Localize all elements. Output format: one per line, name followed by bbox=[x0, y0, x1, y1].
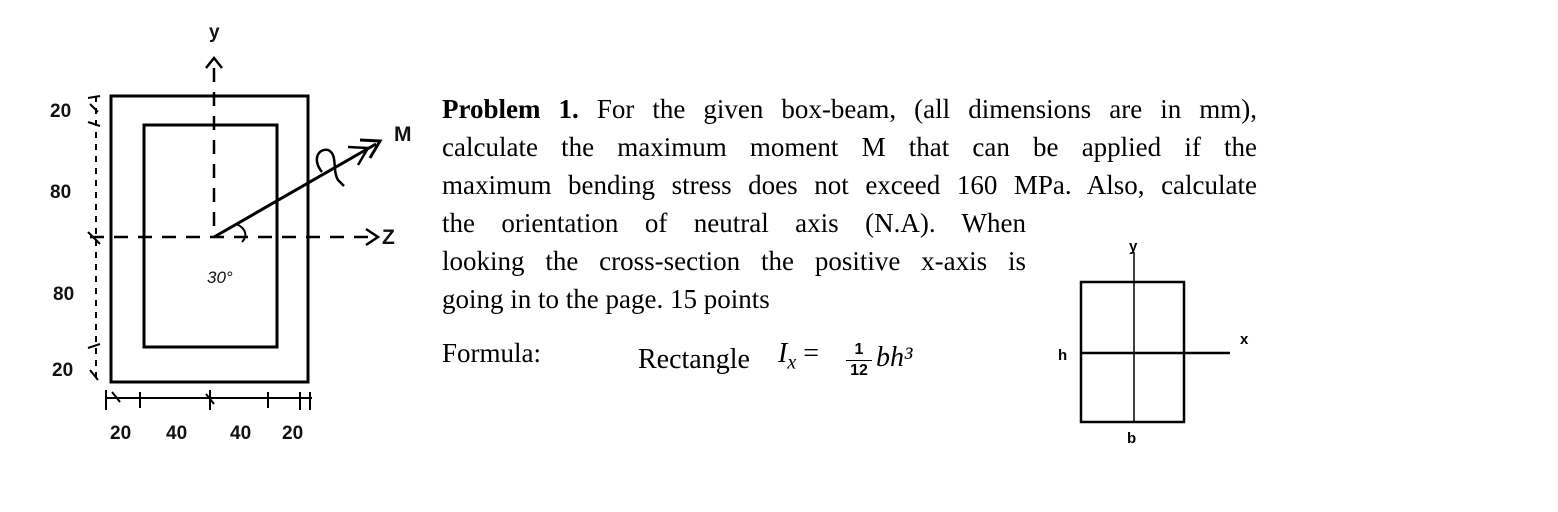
bottom-dim-ticks bbox=[106, 390, 310, 410]
bottom-dim-4: 20 bbox=[282, 423, 304, 444]
formula-denominator: 12 bbox=[850, 362, 868, 379]
left-dim-3: 80 bbox=[53, 284, 75, 305]
moment-label: M bbox=[394, 123, 412, 146]
formula-name: Rectangle bbox=[638, 344, 750, 375]
rect-axis-y-label: y bbox=[1129, 238, 1138, 255]
moment-vector bbox=[214, 144, 376, 237]
rect-width-label: b bbox=[1127, 430, 1137, 447]
bottom-dim-3: 40 bbox=[230, 423, 252, 444]
problem-line-2: calculate the maximum moment M that can be applied if the bbox=[442, 132, 1257, 162]
formula-rhs: bh³ bbox=[876, 342, 913, 373]
left-dim-tick-low bbox=[88, 344, 100, 380]
angle-arc bbox=[236, 224, 245, 242]
rect-axis-x-label: x bbox=[1240, 331, 1249, 348]
problem-statement bbox=[442, 90, 1257, 318]
formula-fraction bbox=[846, 340, 872, 381]
moment-rotation-symbol bbox=[317, 150, 344, 186]
formula-lhs-subscript: x bbox=[787, 351, 797, 374]
axis-y-label: y bbox=[209, 22, 220, 43]
bottom-dim-2: 40 bbox=[166, 423, 188, 444]
formula-equals: = bbox=[803, 338, 820, 369]
left-dim-4: 20 bbox=[52, 360, 74, 381]
box-beam-figure bbox=[0, 0, 440, 470]
problem-line-4: the orientation of neutral axis (N.A). When bbox=[442, 208, 1026, 238]
axis-z-label: Z bbox=[382, 226, 395, 249]
formula-numerator: 1 bbox=[846, 340, 872, 361]
left-dim-2: 80 bbox=[50, 182, 72, 203]
rect-height-label: h bbox=[1058, 347, 1068, 364]
problem-line-3: maximum bending stress does not exceed 160 MPa. Also, calculate bbox=[442, 170, 1257, 200]
angle-label: 30° bbox=[207, 268, 233, 287]
left-dim-1: 20 bbox=[50, 101, 72, 122]
y-axis-arrow bbox=[206, 58, 222, 68]
left-dim-tick-top bbox=[88, 96, 100, 126]
bottom-dim-1: 20 bbox=[110, 423, 132, 444]
formula-lhs bbox=[778, 338, 819, 375]
problem-line-1 bbox=[442, 90, 1257, 128]
problem-line-1-text: For the given box-beam, (all dimensions are in mm), bbox=[596, 94, 1258, 124]
formula-label: Formula: bbox=[442, 338, 541, 368]
problem-line-6: going in to the page. 15 points bbox=[442, 284, 770, 314]
formula-lhs-symbol: I bbox=[778, 338, 788, 369]
problem-line-5: looking the cross-section the positive x-axis is bbox=[442, 246, 1026, 276]
problem-heading: Problem 1. bbox=[442, 94, 579, 124]
